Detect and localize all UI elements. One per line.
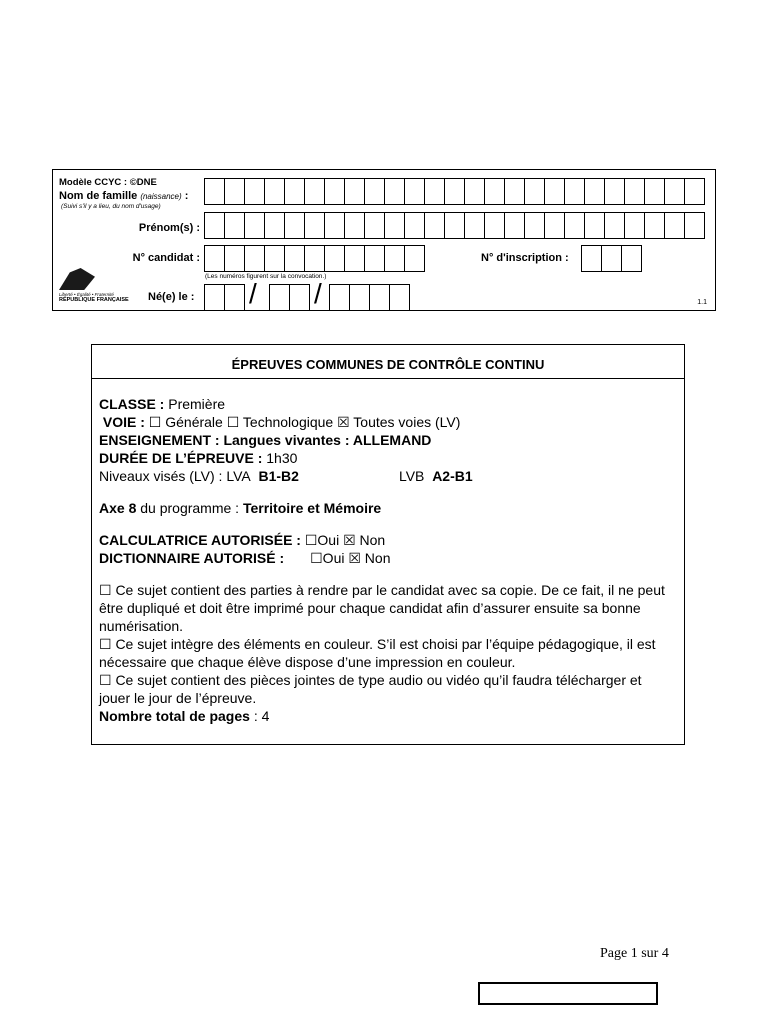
suivi-note: (Suivi s'il y a lieu, du nom d'usage) [61,203,161,210]
date-slash: / [249,278,257,309]
niveaux-line: Niveaux visés (LV) : LVA B1-B2 LVB A2-B1 [99,468,473,484]
marianne-icon [59,268,95,290]
exam-info-box [91,344,685,745]
candidat-grid[interactable] [205,245,425,272]
classe-line: CLASSE : Première [99,396,226,412]
republique-logo: Liberté • Égalité • Fraternité RÉPUBLIQUE FRANÇAISE [59,268,133,303]
candidat-label: N° candidat : [132,252,200,264]
candidate-header [52,169,716,311]
dictionnaire-line: DICTIONNAIRE AUTORISÉ : ☐Oui ☒ Non [99,550,391,566]
duree-line: DURÉE DE L’ÉPREUVE : 1h30 [99,450,298,466]
month-grid[interactable] [270,284,310,311]
naissance-label: Né(e) le : [148,291,195,303]
date-slash: / [314,278,322,309]
nom-grid[interactable] [205,178,705,205]
footer-id-box [478,982,658,1005]
nom-label: Nom de famille (naissance) : [59,190,189,202]
sujet-item-couleur: ☐ Ce sujet intègre des éléments en couleur. S’il est choisi par l’équipe pédagogique, il est nécessaire que chaque élève dispose d’une impression en couleur. [99,636,656,670]
calculatrice-line: CALCULATRICE AUTORISÉE : ☐Oui ☒ Non [99,532,386,548]
year-grid[interactable] [330,284,410,311]
version-label: 1.1 [697,299,707,306]
sujet-item-copie: ☐ Ce sujet contient des parties à rendre par le candidat avec sa copie. De ce fait, il ne peut être dupliqué et doit être imprimé pour chaque candidat afin d’assurer ensuite sa bonne numérisation. [99,582,665,634]
enseignement-line: ENSEIGNEMENT : Langues vivantes : ALLEMAND [99,432,432,448]
exam-content [99,395,676,725]
inscription-grid[interactable] [582,245,642,272]
prenom-label: Prénom(s) : [138,222,200,234]
inscription-label: N° d'inscription : [481,252,569,264]
page-number: Page 1 sur 4 [600,946,669,961]
prenom-grid[interactable] [205,212,705,239]
exam-title: ÉPREUVES COMMUNES DE CONTRÔLE CONTINU [92,345,684,379]
pages-line: Nombre total de pages : 4 [99,708,270,724]
sujet-item-audio: ☐ Ce sujet contient des pièces jointes de type audio ou vidéo qu’il faudra télécharger et jouer le jour de l’épreuve. [99,672,642,706]
convocation-note: (Les numéros figurent sur la convocation.) [205,273,327,280]
model-label: Modèle CCYC : ©DNE [59,177,157,188]
day-grid[interactable] [205,284,245,311]
voie-line: VOIE : ☐ Générale ☐ Technologique ☒ Toutes voies (LV) [102,414,461,430]
axe-line: Axe 8 du programme : Territoire et Mémoire [99,500,382,516]
